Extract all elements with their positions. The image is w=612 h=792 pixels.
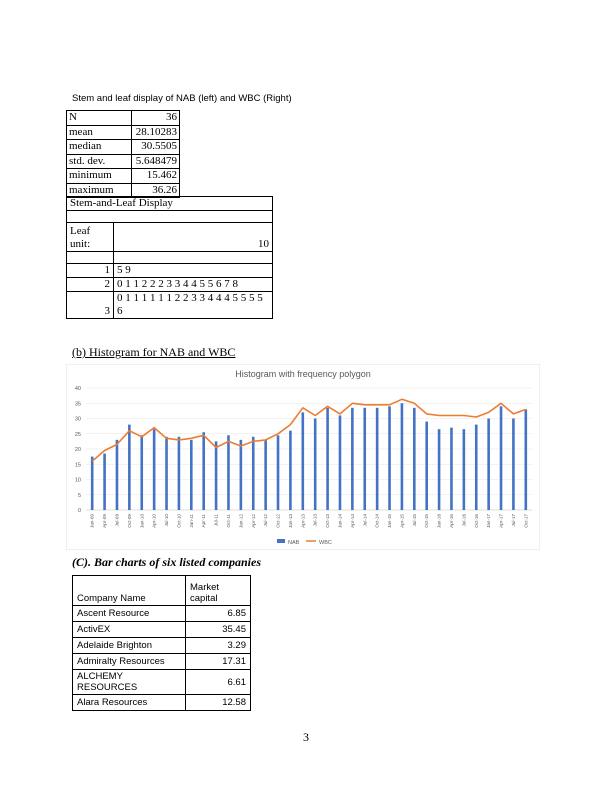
stat-label: mean <box>67 125 132 140</box>
table-row <box>67 252 273 264</box>
stem: 1 <box>67 264 114 278</box>
bar-nab <box>376 408 379 510</box>
company-name: Ascent Resource <box>73 606 186 622</box>
section-b-heading: (b) Histogram for NAB and WBC <box>72 345 236 359</box>
bar-nab <box>91 457 94 510</box>
x-tick-label: Apr-16 <box>448 514 454 528</box>
x-tick-label: Oct-16 <box>473 514 479 528</box>
x-tick-label: Jul-17 <box>510 514 516 527</box>
table-row <box>67 197 273 211</box>
table-row <box>67 211 273 223</box>
bar-nab <box>339 415 342 510</box>
stat-value: 30.5505 <box>132 140 180 155</box>
legend-nab-label: NAB <box>288 540 300 546</box>
bar-nab <box>227 435 230 510</box>
stem-leaf-caption: Stem and leaf display of NAB (left) and WBC (Right) <box>72 93 292 104</box>
stat-value: 28.10283 <box>132 125 180 140</box>
x-tick-label: Jan-10 <box>139 514 145 529</box>
bar-nab <box>525 409 528 510</box>
x-tick-label: Jan-15 <box>387 514 393 529</box>
company-name: Admiralty Resources <box>73 654 186 670</box>
company-cap: 6.85 <box>186 606 251 622</box>
x-tick-label: Oct-17 <box>523 514 529 528</box>
x-tick-label: Jan-11 <box>188 514 194 528</box>
table-row <box>73 670 251 695</box>
stat-label: N <box>67 111 132 126</box>
stem: 3 <box>67 292 114 319</box>
table-row <box>73 695 251 711</box>
y-tick-label: 20 <box>74 447 81 453</box>
x-tick-label: Oct-14 <box>374 514 380 528</box>
summary-stats-table <box>66 110 180 198</box>
x-tick-label: Jul-13 <box>312 514 318 527</box>
x-tick-label: Jan-16 <box>436 514 442 529</box>
x-tick-label: Oct-11 <box>225 514 231 528</box>
y-tick-label: 0 <box>77 508 81 514</box>
stat-label: std. dev. <box>67 154 132 169</box>
page-number: 3 <box>303 730 309 744</box>
table-row <box>67 223 273 252</box>
bar-nab <box>500 406 503 510</box>
x-tick-label: Jan-14 <box>337 514 343 529</box>
histogram-chart <box>66 364 540 550</box>
bar-nab <box>450 428 453 510</box>
companies-table <box>72 575 251 711</box>
table-row <box>73 622 251 638</box>
table-row <box>67 264 273 278</box>
bar-nab <box>413 408 416 510</box>
y-tick-label: 15 <box>74 462 81 469</box>
bar-nab <box>103 454 106 510</box>
stat-label: minimum <box>67 169 132 184</box>
bar-nab <box>128 425 131 510</box>
bar-nab <box>289 431 292 510</box>
y-tick-label: 10 <box>74 477 81 484</box>
bar-nab <box>512 419 515 511</box>
section-c-heading: (C). Bar charts of six listed companies <box>72 555 262 569</box>
x-tick-label: Oct-09 <box>126 514 132 528</box>
bar-nab <box>363 408 366 510</box>
company-cap: 35.45 <box>186 622 251 638</box>
x-tick-label: Apr-09 <box>102 514 108 528</box>
x-tick-label: Apr-17 <box>498 514 504 528</box>
bar-nab <box>401 403 404 510</box>
x-tick-label: Jul-10 <box>164 514 170 527</box>
x-tick-label: Jul-15 <box>411 514 417 527</box>
table-row <box>67 125 180 140</box>
bar-nab <box>314 419 317 511</box>
company-cap: 17.31 <box>186 654 251 670</box>
bar-nab <box>264 440 267 510</box>
x-tick-label: Jul-12 <box>263 514 269 527</box>
bar-nab <box>252 437 255 510</box>
stem-leaf-title: Stem-and-Leaf Display <box>67 197 273 211</box>
stat-label: median <box>67 140 132 155</box>
x-tick-label: Apr-12 <box>250 514 256 528</box>
company-cap: 12.58 <box>186 695 251 711</box>
stem: 2 <box>67 278 114 292</box>
bar-nab <box>487 419 490 511</box>
table-row <box>73 576 251 606</box>
bar-nab <box>388 406 391 510</box>
stat-value: 5.648479 <box>132 154 180 169</box>
leaf-unit-value: 10 <box>114 223 273 252</box>
table-row <box>67 111 180 126</box>
bar-nab <box>116 440 119 510</box>
bar-nab <box>302 412 305 510</box>
legend-wbc-label: WBC <box>319 540 332 546</box>
leaves: 0 1 1 2 2 2 3 3 4 4 5 5 6 7 8 <box>114 278 273 292</box>
x-tick-label: Apr-10 <box>151 514 157 528</box>
legend-nab-swatch <box>277 539 285 543</box>
bar-nab <box>463 429 466 510</box>
company-name: Alara Resources <box>73 695 186 711</box>
bar-nab <box>240 440 243 510</box>
header-market-capital: Market capital <box>186 576 251 606</box>
x-tick-label: Apr-13 <box>300 514 306 528</box>
bar-nab <box>326 408 329 510</box>
table-row <box>73 606 251 622</box>
bar-nab <box>351 408 354 510</box>
bar-nab <box>475 425 478 510</box>
x-tick-label: Apr-15 <box>399 514 405 528</box>
x-tick-label: Apr-14 <box>349 514 355 528</box>
company-name: Adelaide Brighton <box>73 638 186 654</box>
stat-value: 36 <box>132 111 180 126</box>
x-tick-label: Jul-11 <box>213 514 219 527</box>
stat-label: maximum <box>67 183 132 198</box>
x-tick-label: Jul-16 <box>461 514 467 527</box>
y-tick-label: 30 <box>74 416 81 423</box>
bar-nab <box>277 435 280 510</box>
bar-nab <box>140 435 143 510</box>
stem-leaf-table <box>66 196 273 319</box>
leaf-unit-label: Leaf unit: <box>67 223 114 252</box>
table-row <box>67 140 180 155</box>
leaves: 5 9 <box>114 264 273 278</box>
stat-value: 36.26 <box>132 183 180 198</box>
x-tick-label: Oct-12 <box>275 514 281 528</box>
x-tick-label: Jan-09 <box>89 514 95 529</box>
stat-value: 15.462 <box>132 169 180 184</box>
company-cap: 3.29 <box>186 638 251 654</box>
table-row <box>73 654 251 670</box>
x-tick-label: Jul-09 <box>114 514 120 527</box>
x-tick-label: Oct-10 <box>176 514 182 528</box>
header-company-name: Company Name <box>73 576 186 606</box>
bar-nab <box>165 437 168 510</box>
table-row <box>73 638 251 654</box>
company-name: ALCHEMY RESOURCES <box>73 670 186 695</box>
bar-nab <box>153 429 156 510</box>
y-tick-label: 35 <box>74 401 81 408</box>
x-tick-label: Jan-12 <box>238 514 244 529</box>
x-tick-label: Oct-15 <box>424 514 430 528</box>
y-tick-label: 40 <box>74 386 81 392</box>
x-tick-label: Jan-17 <box>486 514 492 529</box>
bar-nab <box>190 440 193 510</box>
x-tick-label: Apr-11 <box>201 514 207 528</box>
company-name: ActivEX <box>73 622 186 638</box>
leaves: 0 1 1 1 1 1 1 2 2 3 3 4 4 4 5 5 5 5 6 <box>114 292 273 319</box>
x-tick-label: Jan-13 <box>287 514 293 529</box>
table-row <box>67 154 180 169</box>
x-tick-label: Oct-13 <box>325 514 331 528</box>
bar-nab <box>215 441 218 510</box>
chart-title: Histogram with frequency polygon <box>235 369 371 379</box>
bar-nab <box>178 437 181 510</box>
bar-nab <box>438 429 441 510</box>
table-row <box>67 169 180 184</box>
company-cap: 6.61 <box>186 670 251 695</box>
table-row <box>67 278 273 292</box>
bar-nab <box>425 422 428 510</box>
bar-nab <box>202 432 205 510</box>
table-row <box>67 292 273 319</box>
y-tick-label: 25 <box>74 431 81 438</box>
y-tick-label: 5 <box>77 492 81 499</box>
x-tick-label: Jul-14 <box>362 514 368 527</box>
